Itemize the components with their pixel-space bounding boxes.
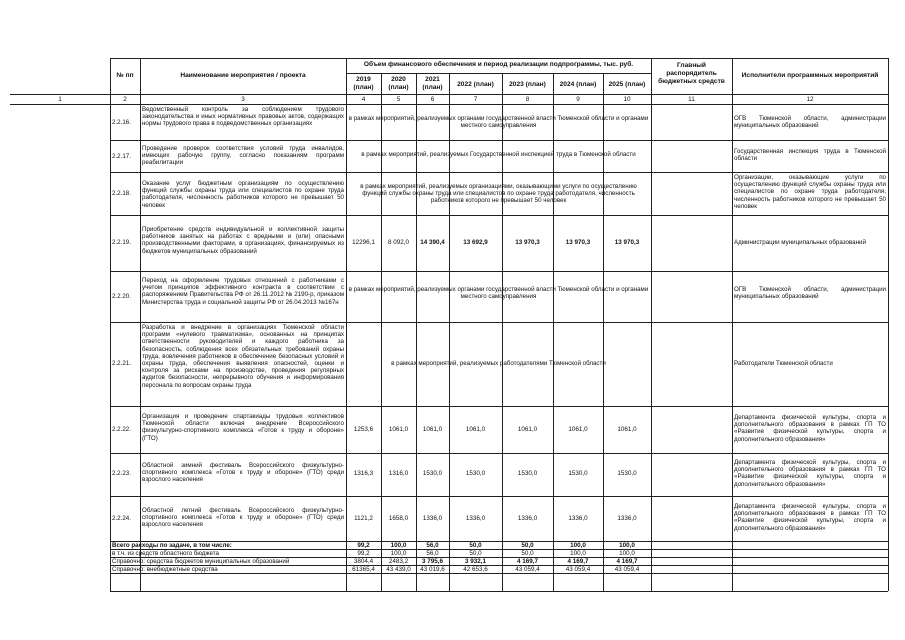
value-cell: 1336,0 [517, 515, 538, 522]
grid-line-h [110, 172, 888, 173]
value-cell: 1061,0 [388, 426, 409, 433]
total-value: 100,0 [390, 550, 407, 557]
total-value: 43 059,4 [515, 566, 540, 573]
row-span-text: в рамках мероприятий, реализуемых Государственной инспекцией труда в Тюменской области [361, 151, 636, 158]
row-executor: Департамента физической культуры, спорта и дополнительного образования в рамках ГП ТО «Развитие физической культуры, спорта и дополнительного образования» [734, 414, 886, 443]
total-value: 43 439,0 [386, 566, 411, 573]
col-number: 7 [473, 96, 478, 103]
col-number: 10 [623, 96, 631, 103]
value-cell: 13 970,3 [614, 239, 640, 246]
row-name: Переход на оформление трудовых отношений с работниками с учетом принципов эффективного контракта в соответствии с распоряжением Правительства РФ от 26.11.2012 № 2190-р, приказом Министерства труда и социальной защиты РФ от 26.04.2013 №167н [142, 277, 344, 306]
header-year: 2019 (план) [353, 76, 374, 91]
value-cell: 14 390,4 [420, 239, 445, 246]
grid-line-h [346, 73, 651, 74]
total-value: 50,0 [521, 542, 534, 549]
header-year: 2023 (план) [509, 81, 546, 88]
value-cell: 13 970,3 [515, 239, 540, 246]
grid-line-v [888, 58, 889, 591]
total-value: 50,0 [469, 550, 482, 557]
col-number: 11 [688, 96, 695, 103]
value-cell: 1061,0 [422, 426, 443, 433]
col-number: 6 [430, 96, 435, 103]
row-number: 2.2.24. [112, 515, 131, 522]
row-executor: Государственная инспекция труда в Тюменской области [734, 148, 886, 163]
header-finance: Объем финансового обеспечения и период реализации подпрограммы, тыс. руб. [363, 61, 634, 68]
row-executor: Организации, оказывающие услуги по осуществлению функций службы охраны труда или специалистов по охране труда работодателя, численность работников которого не превышает 50 человек [734, 174, 886, 210]
col-number: 12 [806, 96, 814, 103]
header-year: 2022 (план) [457, 81, 494, 88]
total-value: 43 059,4 [565, 566, 591, 573]
header-year: 2020 (план) [388, 76, 409, 91]
row-name: Оказание услуг бюджетным организациям по осуществлению функций службы охраны труда или специалистов по охране труда работодателя, численность работников которого не превышает 50 человек [142, 180, 344, 209]
total-label: Справочно: средства бюджетов муниципальных образований [112, 558, 290, 565]
row-span-text: в рамках мероприятий, реализуемых органами государственной власти Тюменской области и органами местного самоуправления [348, 286, 649, 301]
total-value: 42 653,6 [463, 566, 488, 573]
grid-line-h [110, 453, 888, 454]
value-cell: 1658,0 [388, 515, 409, 522]
grid-line-h [110, 406, 888, 407]
total-value: 100,0 [570, 542, 586, 549]
grid-line-h [110, 140, 888, 141]
total-value: 100,0 [570, 550, 586, 557]
grid-line-h [110, 215, 888, 216]
grid-line-h [10, 104, 888, 105]
header-year: 2021 (план) [422, 76, 443, 91]
value-cell: 8 092,0 [387, 239, 409, 246]
row-executor: Департамента физической культуры, спорта и дополнительного образования в рамках ГП ТО «Развитие физической культуры, спорта и дополнительного образования» [734, 459, 886, 488]
row-number: 2.2.20. [112, 293, 131, 300]
value-cell: 1530,0 [517, 470, 538, 477]
col-number: 3 [241, 96, 245, 103]
row-name: Организация и проведение спартакиады трудовых коллективов Тюменской области включая внедрение Всероссийского физкультурно-спортивного комплекса «Готов к труду и обороне» (ГТО) [142, 413, 344, 442]
total-value: 3 795,6 [421, 558, 443, 565]
header-year: 2025 (план) [608, 81, 646, 88]
total-value: 100,0 [619, 550, 635, 557]
value-cell: 1061,0 [568, 426, 588, 433]
row-number: 2.2.22. [112, 426, 131, 433]
value-cell: 13 692,9 [463, 239, 488, 246]
grid-line-h [110, 58, 888, 59]
value-cell: 1336,0 [422, 515, 443, 522]
row-executor: Работодатели Тюменской области [734, 360, 833, 367]
col-number: 1 [58, 96, 62, 103]
grid-line-v [346, 58, 347, 591]
grid-line-h [110, 322, 888, 323]
total-value: 4 169,7 [616, 558, 638, 565]
row-number: 2.2.19. [112, 239, 131, 246]
col-number: 2 [123, 96, 127, 103]
total-value: 56,0 [426, 550, 439, 557]
row-name: Разработка и внедрение в организациях Тюменской области программ «нулевого травматизма», основанных на принципах ответственности руководителей и каждого работника за безопасность, соблюдения всех обязательных требований охраны труда, вовлечения работников в обеспечение безопасных условий и охраны труда, обеспечения выявления опасностей, оценки и контроля за рисками на производстве, проведения регулярных аудитов безопасности, непрерывного обучения и информирования персонала по вопросам охраны труда [142, 324, 344, 389]
total-value: 50,0 [469, 542, 482, 549]
row-number: 2.2.23. [112, 470, 131, 477]
total-value: 43 019,6 [420, 566, 445, 573]
header-executors: Исполнители программных мероприятий [741, 72, 879, 79]
value-cell: 1336,0 [617, 515, 637, 522]
total-value: 61365,4 [352, 566, 375, 573]
row-span-text: в рамках мероприятий, реализуемых организациями, оказывающими услуги по осуществлению функций службы охраны труда или специалистов по охране труда работодателя, численность работников которого не превышает 50 человек [360, 183, 637, 205]
total-value: 50,0 [521, 550, 534, 557]
value-cell: 1336,0 [568, 515, 588, 522]
total-value: 56,0 [426, 542, 439, 549]
row-number: 2.2.18. [112, 190, 131, 197]
value-cell: 1061,0 [517, 426, 538, 433]
row-number: 2.2.21. [112, 360, 131, 367]
col-number: 8 [525, 96, 530, 103]
row-executor: Администрации муниципальных образований [734, 239, 866, 246]
total-value: 100,0 [619, 542, 635, 549]
total-value: 99,2 [357, 550, 370, 557]
row-executor: Департамента физической культуры, спорта и дополнительного образования в рамках ГП ТО «Развитие физической культуры, спорта и дополнительного образования» [734, 503, 886, 532]
row-span-text: в рамках мероприятий, реализуемых органами государственной власти Тюменской области и органами местного самоуправления [348, 115, 649, 130]
row-executor: ОГВ Тюменской области, администрации муниципальных образований [734, 115, 886, 130]
total-value: 4 169,7 [516, 558, 538, 565]
total-value: 3804,4 [353, 558, 374, 565]
row-name: Областной зимний фестиваль Всероссийского физкультурно-спортивного комплекса «Готов к труду и обороне» (ГТО) среди взрослого населения [142, 462, 344, 484]
grid-line-v [732, 58, 733, 591]
col-number: 5 [396, 96, 401, 103]
row-span-text: в рамках мероприятий, реализуемых работодателями Тюменской области [391, 360, 606, 367]
total-value: 2483,2 [388, 558, 409, 565]
grid-line-v [110, 58, 111, 591]
value-cell: 1530,0 [568, 470, 588, 477]
value-cell: 1530,0 [465, 470, 486, 477]
value-cell: 1530,0 [617, 470, 637, 477]
total-label: Всего расходы по задаче, в том числе: [112, 542, 232, 549]
value-cell: 1316,3 [353, 470, 374, 477]
value-cell: 1253,6 [353, 426, 374, 433]
header-year: 2024 (план) [559, 81, 597, 88]
value-cell: 1316,0 [388, 470, 409, 477]
total-value: 100,0 [390, 542, 407, 549]
row-name: Проведение проверок соответствия условий труда инвалидов, имеющих рабочую группу, согласно показаниям программ реабилитации [142, 145, 344, 167]
grid-line-v [140, 58, 141, 591]
value-cell: 1061,0 [617, 426, 637, 433]
grid-line-h [110, 496, 888, 497]
value-cell: 1061,0 [465, 426, 486, 433]
value-cell: 13 970,3 [565, 239, 591, 246]
header-no: № пп [116, 72, 134, 79]
value-cell: 12296,1 [352, 239, 375, 246]
total-value: 99,2 [357, 542, 370, 549]
row-name: Областной летний фестиваль Всероссийского физкультурно-спортивного комплекса «Готов к труду и обороне» (ГТО) среди взрослого населения [142, 507, 344, 529]
row-name: Ведомственный контроль за соблюдением трудового законодательства и иных нормативных правовых актов, содержащих нормы трудового права в подведомственных организациях [142, 106, 344, 128]
row-number: 2.2.17. [112, 153, 131, 160]
total-value: 43 059,4 [614, 566, 640, 573]
col-number: 4 [361, 96, 366, 103]
header-name: Наименование мероприятия / проекта [180, 72, 306, 79]
value-cell: 1336,0 [465, 515, 486, 522]
grid-line-h [110, 591, 888, 592]
grid-line-h [10, 94, 888, 95]
value-cell: 1121,2 [354, 515, 373, 522]
grid-line-v [651, 58, 652, 591]
col-number: 9 [576, 96, 580, 103]
row-executor: ОГВ Тюменской области, администрации муниципальных образований [734, 286, 886, 301]
header-manager: Главный распорядитель бюджетных средств [658, 62, 725, 85]
row-name: Приобретение средств индивидуальной и коллективной защиты работников занятых на работах с вредными и (или) опасными производственными факторами, в организациях, финансируемых из бюджетов муниципальных образований [142, 226, 344, 255]
total-value: 3 932,1 [464, 558, 486, 565]
grid-line-h [110, 271, 888, 272]
row-number: 2.2.16. [112, 119, 131, 126]
total-label: в т.ч. из средств областного бюджета [112, 550, 219, 557]
value-cell: 1530,0 [422, 470, 443, 477]
total-value: 4 169,7 [567, 558, 589, 565]
total-label: Справочно: внебюджетные средства [112, 566, 218, 573]
